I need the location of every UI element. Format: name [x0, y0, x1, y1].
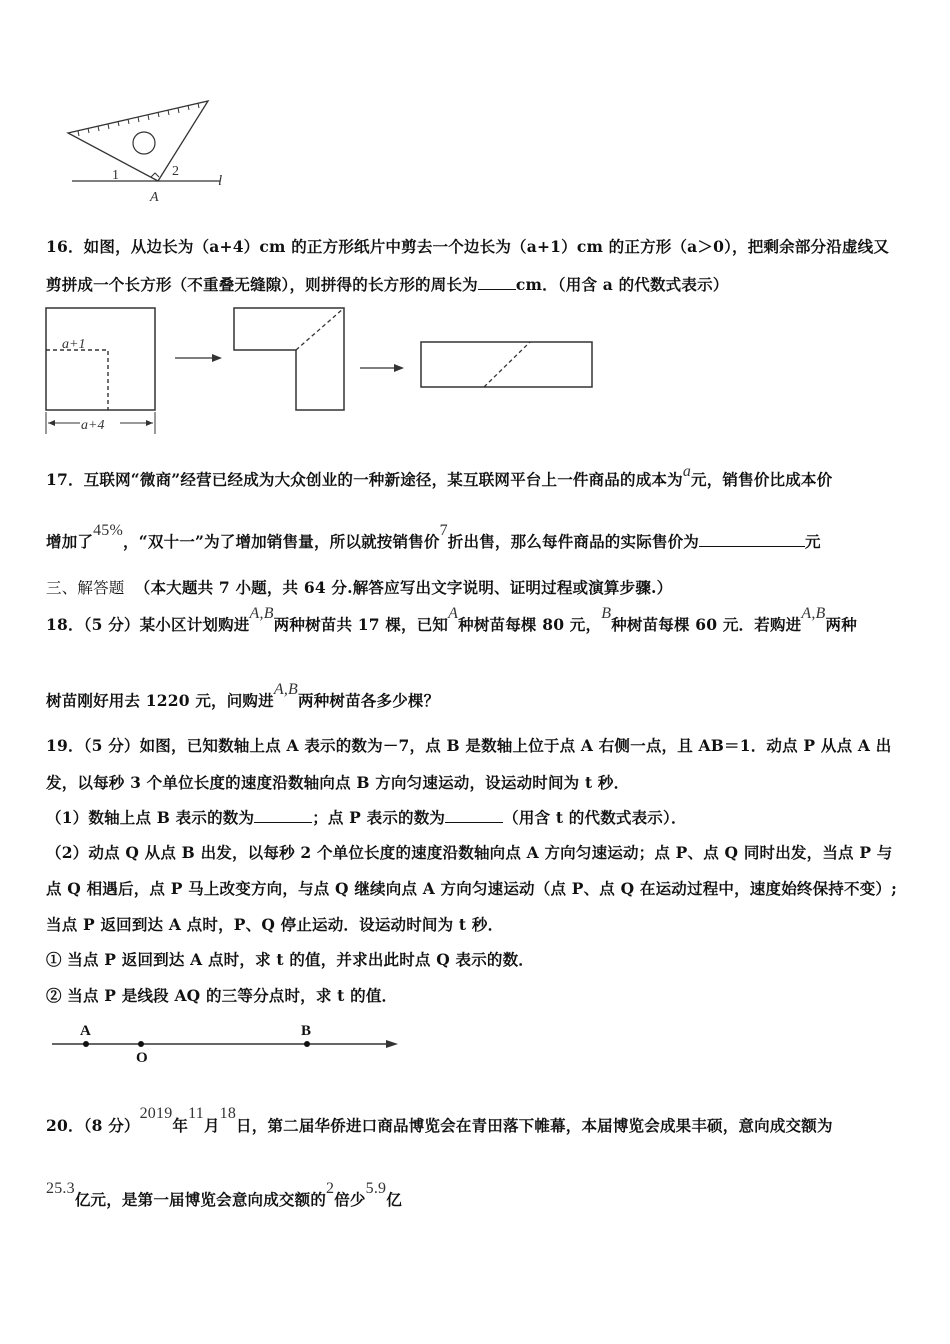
q20-line1: 20．（8 分）2019年11月18日，第二届华侨进口商品博览会在青田落下帷幕，本届博览会成果丰硕，意向成交额为: [46, 1105, 833, 1135]
q19-line1: 19．（5 分）如图，已知数轴上点 A 表示的数为－7，点 B 是数轴上位于点 A 右侧一点，且 AB＝1．动点 P 从点 A 出: [46, 736, 892, 755]
q19-line5: 点 Q 相遇后，点 P 马上改变方向，与点 Q 继续向点 A 方向匀速运动（点 P、点 Q 在运动过程中，速度始终保持不变）;: [46, 879, 898, 898]
q17-line1: 17．互联网“微商”经营已经成为大众创业的一种新途径，某互联网平台上一件商品的成本为a元，销售价比成本价: [46, 463, 833, 489]
var-a: a: [682, 463, 692, 480]
q19-line2: 发，以每秒 3 个单位长度的速度沿数轴向点 B 方向匀速运动，设运动时间为 t 秒．: [46, 773, 630, 792]
square-cut-figure: [40, 302, 600, 442]
q18-line1: 18．（5 分）某小区计划购进A,B两种树苗共 17 棵，已知A种树苗每棵 80 元，B种树苗每棵 60 元．若购进A,B两种: [46, 605, 857, 634]
section-3-heading: 三、解答题 （本大题共 7 小题，共 64 分.解答应写出文字说明、证明过程或演算步骤.）: [46, 578, 673, 597]
line-l-label: l: [218, 173, 223, 189]
axis-point-b-label: B: [301, 1023, 312, 1039]
q18-line2: 树苗刚好用去 1220 元，问购进A,B两种树苗各多少棵？: [46, 681, 440, 710]
triangle-ruler-figure: [60, 95, 240, 207]
q19-line3: （1）数轴上点 B 表示的数为 ；点 P 表示的数为 （用含 t 的代数式表示）．: [46, 808, 687, 827]
outer-square-label: a+4: [81, 418, 105, 433]
q19-question-1: ① 当点 P 返回到达 A 点时，求 t 的值，并求出此时点 Q 表示的数．: [46, 950, 535, 969]
axis-origin-label: O: [136, 1050, 148, 1066]
q16-line2: 剪拼成一个长方形（不重叠无缝隙），则拼得的长方形的周长为 cm．（用含 a 的代数式表示）: [46, 275, 729, 294]
point-a-label: A: [150, 190, 159, 205]
q19-line6: 当点 P 返回到达 A 点时，P、Q 停止运动．设运动时间为 t 秒．: [46, 915, 504, 934]
q17-line2: 增加了45%，“双十一”为了增加销售量，所以就按销售价7折出售，那么每件商品的实际售价为 元: [46, 522, 821, 551]
q19-line4: （2）动点 Q 从点 B 出发，以每秒 2 个单位长度的速度沿数轴向点 A 方向匀速运动；点 P、点 Q 同时出发，当点 P 与: [46, 843, 893, 862]
inner-square-label: a+1: [62, 337, 86, 352]
angle-2-label: 2: [172, 164, 179, 179]
number-line-figure: [48, 1018, 408, 1068]
angle-1-label: 1: [112, 168, 119, 183]
q19-question-2: ② 当点 P 是线段 AQ 的三等分点时，求 t 的值．: [46, 986, 398, 1005]
q16-line1: 16．如图，从边长为（a+4）cm 的正方形纸片中剪去一个边长为（a+1）cm 的正方形（a＞0），把剩余部分沿虚线又: [46, 237, 890, 256]
q20-line2: 25.3亿元，是第一届博览会意向成交额的2倍少5.9亿: [46, 1180, 402, 1209]
axis-point-a-label: A: [80, 1023, 91, 1039]
